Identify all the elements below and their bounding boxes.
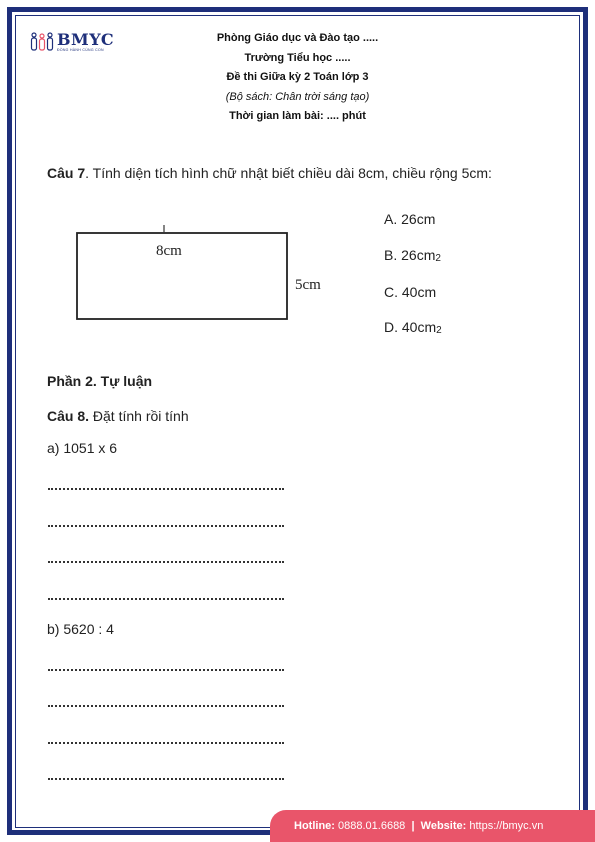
question-7-text: . Tính diện tích hình chữ nhật biết chiều dài 8cm, chiều rộng 5cm:	[85, 165, 492, 181]
option-d-text: D. 40cm	[384, 319, 437, 335]
option-c-text: C. 40cm	[384, 284, 437, 300]
question-8b: b) 5620 : 4	[47, 621, 114, 637]
option-c[interactable]	[384, 284, 436, 300]
answer-line[interactable]	[48, 590, 284, 600]
footer-bar	[270, 810, 595, 842]
header-school: Trường Tiểu học .....	[244, 51, 351, 64]
header-department: Phòng Giáo dục và Đào tạo .....	[216, 32, 379, 44]
option-b-text: B. 26cm	[384, 247, 436, 263]
part-2-heading: Phần 2. Tự luận	[47, 373, 153, 389]
option-a[interactable]	[384, 211, 435, 227]
width-label: 5cm	[295, 277, 321, 293]
header-exam-title: Đề thi Giữa kỳ 2 Toán lớp 3	[226, 71, 369, 83]
option-d-exponent: 2	[436, 325, 442, 336]
footer-separator: |	[411, 820, 415, 832]
answer-line[interactable]	[48, 734, 284, 744]
hotline-number[interactable]: 0888.01.6688	[338, 820, 406, 832]
hotline-label: Hotline:	[294, 820, 335, 832]
option-b-exponent: 2	[435, 253, 441, 264]
website-label: Website:	[420, 820, 467, 832]
answer-line[interactable]	[48, 480, 284, 490]
length-label: 8cm	[156, 243, 182, 259]
option-a-text: A. 26cm	[384, 211, 436, 227]
answer-line[interactable]	[48, 661, 284, 671]
rectangle-figure	[60, 220, 350, 330]
question-8a: a) 1051 x 6	[47, 440, 118, 456]
question-8-label: Câu 8.	[47, 408, 90, 424]
answer-line[interactable]	[48, 697, 284, 707]
question-8	[47, 408, 189, 424]
header-duration: Thời gian làm bài: .... phút	[229, 110, 366, 122]
answer-line[interactable]	[48, 770, 284, 780]
question-8-text: Đặt tính rồi tính	[89, 408, 189, 424]
website-link[interactable]: https://bmyc.vn	[469, 820, 544, 832]
option-d[interactable]	[384, 319, 442, 336]
answer-line[interactable]	[48, 553, 284, 563]
rectangle-shape	[77, 233, 287, 319]
answer-line[interactable]	[48, 517, 284, 527]
header-book-series: (Bộ sách: Chân trời sáng tạo)	[225, 90, 370, 103]
logo-text: BMYC	[57, 30, 115, 49]
question-7	[47, 165, 492, 181]
question-7-label: Câu 7	[47, 165, 86, 181]
exam-header	[0, 29, 595, 127]
logo-tagline: ĐỒNG HÀNH CÙNG CON	[57, 48, 104, 52]
option-b[interactable]	[384, 247, 441, 264]
